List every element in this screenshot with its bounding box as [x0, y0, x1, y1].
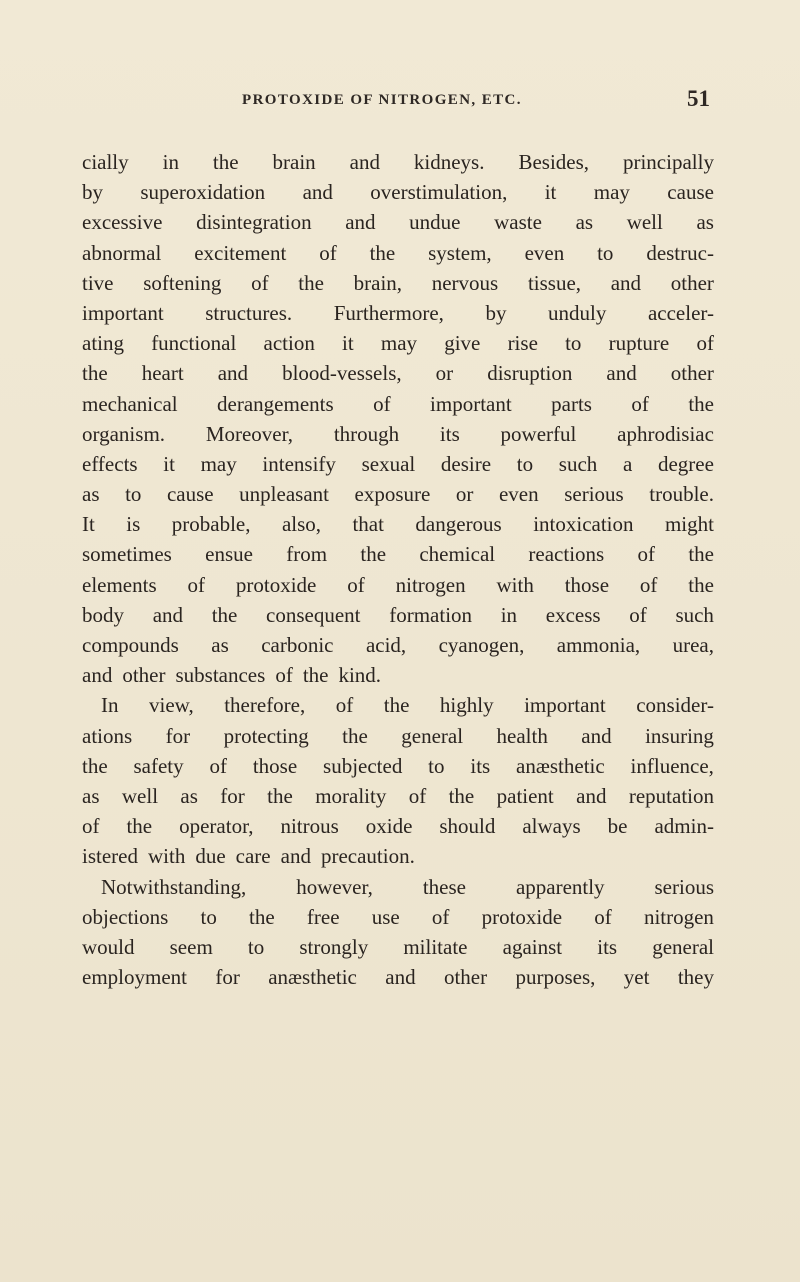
text-line: by superoxidation and overstimulation, it may cause: [82, 180, 714, 205]
text-line: organism. Moreover, through its powerful aphrodisiac: [82, 421, 714, 446]
text-line: Notwithstanding, however, these apparently serious: [101, 874, 714, 899]
text-line: mechanical derangements of important parts of the: [82, 391, 714, 416]
text-line: cially in the brain and kidneys. Besides, principally: [82, 150, 714, 174]
text-line: elements of protoxide of nitrogen with those of the: [82, 572, 714, 597]
text-line: as well as for the morality of the patient and reputation: [82, 783, 714, 808]
text-line: tive softening of the brain, nervous tissue, and other: [82, 270, 714, 295]
text-line: istered with due care and precaution.: [82, 844, 415, 869]
text-line: the heart and blood-vessels, or disruption and other: [82, 361, 714, 386]
text-line: objections to the free use of protoxide of nitrogen: [82, 904, 714, 929]
text-line: of the operator, nitrous oxide should always be admin-: [82, 814, 714, 839]
text-line: sometimes ensue from the chemical reactions of the: [82, 542, 714, 567]
text-line: ating functional action it may give rise to rupture of: [82, 331, 714, 356]
text-line: It is probable, also, that dangerous intoxication might: [82, 512, 714, 537]
text-line: and other substances of the kind.: [82, 663, 382, 688]
page-number: 51: [687, 86, 710, 111]
page-header: [82, 88, 710, 112]
text-line: employment for anæsthetic and other purposes, yet they: [82, 965, 714, 990]
text-line: effects it may intensify sexual desire to such a degree: [82, 451, 714, 476]
text-line: important structures. Furthermore, by unduly acceler-: [82, 300, 714, 325]
text-line: would seem to strongly militate against its general: [82, 934, 714, 959]
text-line: as to cause unpleasant exposure or even serious trouble.: [82, 482, 714, 507]
body-text: [82, 147, 714, 992]
text-line: the safety of those subjected to its anæsthetic influence,: [82, 753, 714, 778]
text-line: excessive disintegration and undue waste as well as: [82, 210, 714, 235]
text-line: abnormal excitement of the system, even to destruc-: [82, 240, 714, 265]
text-line: ations for protecting the general health and insuring: [82, 723, 714, 748]
text-line: body and the consequent formation in excess of such: [82, 602, 714, 627]
text-line: compounds as carbonic acid, cyanogen, ammonia, urea,: [82, 633, 714, 657]
text-line: In view, therefore, of the highly important consider-: [101, 693, 714, 718]
running-head: PROTOXIDE OF NITROGEN, ETC.: [242, 92, 522, 108]
